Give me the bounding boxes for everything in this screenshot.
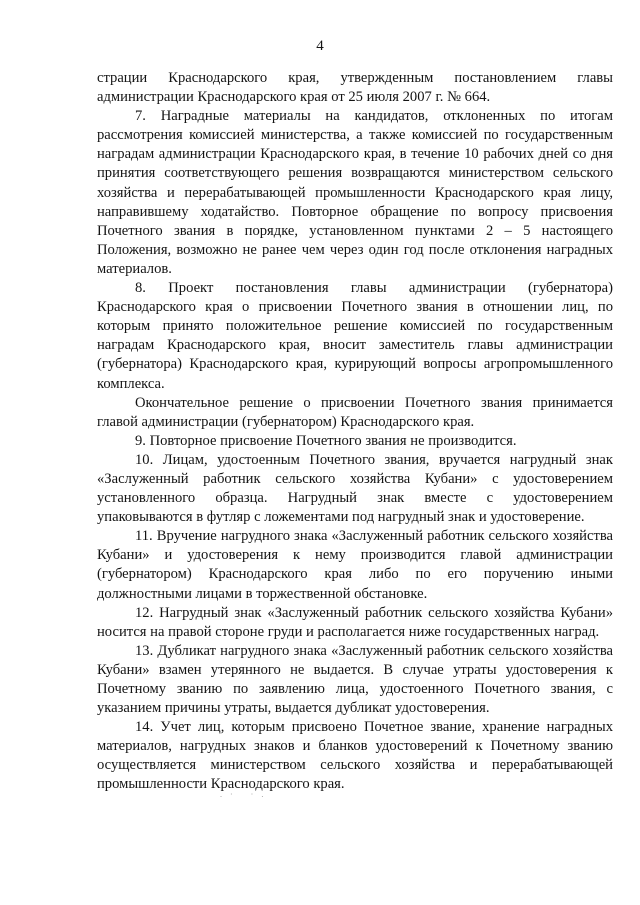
paragraph-item-11: 11. Вручение нагрудного знака «Заслуженный работник сельского хозяйства Кубани» и удостоверения к нему производится главой администрации (губернатором) Краснодарского края либо по его поручению иными должностными лицами в торжественной обстановке. [97,528,613,602]
paragraph-item-14: 14. Учет лиц, которым присвоено Почетное звание, хранение наградных материалов, нагрудных знаков и бланков удостоверений к Почетному званию осуществляется министерством сельского хозяйства и перерабатывающей промышленности Краснодарского края. [97,719,613,793]
paragraph-final-decision: Окончательное решение о присвоении Почетного звания принимается главой администрации (губернатором) Краснодарского края. [97,394,613,430]
document-body [97,69,613,795]
paragraph-continuation: страции Краснодарского края, утвержденным постановлением главы администрации Краснодарского края от 25 июля 2007 г. № 664. [97,70,613,106]
paragraph-item-13: 13. Дубликат нагрудного знака «Заслуженный работник сельского хозяйства Кубани» взамен утерянного не выдается. В случае утраты удостоверения к Почетному званию по заявлению лица, удостоенного Почетного звания, с указанием причины утраты, выдается дубликат удостоверения. [97,642,613,717]
paragraph-item-10: 10. Лицам, удостоенным Почетного звания, вручается нагрудный знак «Заслуженный работник сельского хозяйства Кубани» с удостоверением установленного образца. Нагрудный знак вместе с удостоверением упаковываются в футляр с ложементами под нагрудный знак и удостоверение. [97,451,613,526]
scan-artifact: . · · . [220,790,267,799]
paragraph-item-7: 7. Наградные материалы на кандидатов, отклоненных по итогам рассмотрения комиссией министерства, а также комиссией по государственным наградам администрации Краснодарского края, в течение 10 рабочих дней со дня принятия соответствующего решения возвращаются министерством сельского хозяйства и перерабатывающей промышленности Краснодарского края лицу, направившему ходатайство. Повторное обращение по вопросу присвоения Почетного звания в порядке, установленном пунктами 2 – 5 настоящего Положения, возможно не ранее чем через один год после отклонения наградных материалов. [97,108,613,277]
paragraph-item-12: 12. Нагрудный знак «Заслуженный работник сельского хозяйства Кубани» носится на правой стороне груди и располагается ниже государственных наград. [97,604,613,640]
page-number: 4 [316,38,324,54]
paragraph-item-8: 8. Проект постановления главы администрации (губернатора) Краснодарского края о присвоении Почетного звания в отношении лиц, по которым принято положительное решение комиссией по государственным наградам Краснодарского края, вносит заместитель главы администрации (губернатора) Краснодарского края, курирующий вопросы агропромышленного комплекса. [97,280,613,392]
paragraph-item-9: 9. Повторное присвоение Почетного звания не производится. [135,432,517,449]
